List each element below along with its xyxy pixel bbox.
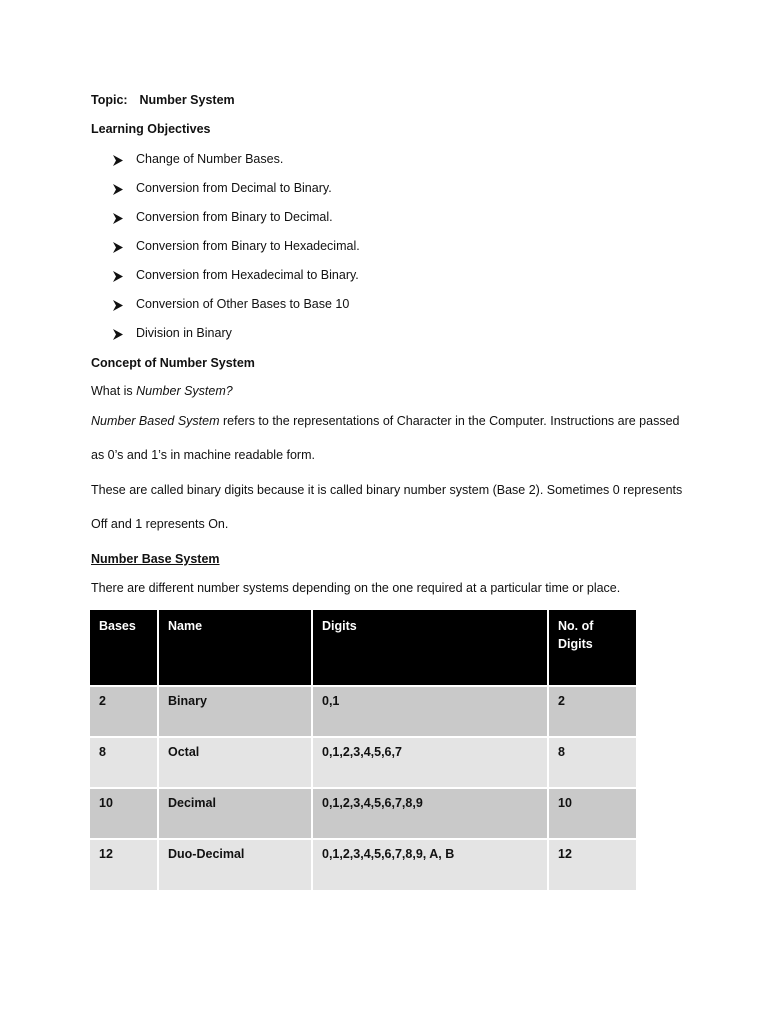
header-no-of-digits: No. of Digits (548, 610, 636, 686)
question-term: Number System? (136, 384, 233, 398)
cell-name: Octal (158, 737, 312, 788)
list-item-text: Conversion from Decimal to Binary. (136, 181, 332, 195)
table-row (90, 788, 636, 839)
arrowhead-bullet-icon (113, 271, 123, 282)
cell-count: 12 (548, 839, 636, 891)
cell-digits: 0,1,2,3,4,5,6,7,8,9, A, B (312, 839, 548, 891)
arrowhead-bullet-icon (113, 184, 123, 195)
binary-line-2: Off and 1 represents On. (91, 517, 229, 531)
definition-line (91, 414, 680, 428)
cell-digits: 0,1,2,3,4,5,6,7 (312, 737, 548, 788)
cell-digits: 0,1 (312, 686, 548, 737)
cell-name: Decimal (158, 788, 312, 839)
concept-heading: Concept of Number System (91, 356, 255, 370)
table-row (90, 737, 636, 788)
number-bases-table (90, 610, 636, 892)
definition-term: Number Based System (91, 414, 220, 428)
cell-base: 8 (90, 737, 158, 788)
cell-name: Duo-Decimal (158, 839, 312, 891)
arrowhead-bullet-icon (113, 300, 123, 311)
table-row (90, 686, 636, 737)
list-item-text: Conversion from Binary to Hexadecimal. (136, 239, 360, 253)
arrowhead-bullet-icon (113, 213, 123, 224)
list-item-text: Division in Binary (136, 326, 232, 340)
cell-base: 12 (90, 839, 158, 891)
arrowhead-bullet-icon (113, 242, 123, 253)
header-digits: Digits (312, 610, 548, 686)
arrowhead-bullet-icon (113, 329, 123, 340)
table-row (90, 839, 636, 891)
list-item-text: Conversion from Binary to Decimal. (136, 210, 333, 224)
topic-value: Number System (139, 93, 235, 107)
question-line (91, 384, 233, 398)
definition-line-2: as 0’s and 1’s in machine readable form. (91, 448, 315, 462)
cell-count: 10 (548, 788, 636, 839)
table-header-row (90, 610, 636, 686)
topic-label: Topic: (91, 93, 128, 107)
base-system-intro: There are different number systems depending on the one required at a particular time or place. (91, 581, 621, 595)
topic-line (91, 93, 235, 107)
header-name: Name (158, 610, 312, 686)
cell-name: Binary (158, 686, 312, 737)
binary-line-1: These are called binary digits because it is called binary number system (Base 2). Sometimes 0 represents (91, 483, 683, 497)
definition-text: refers to the representations of Character in the Computer. Instructions are passed (219, 414, 680, 428)
list-item-text: Change of Number Bases. (136, 152, 284, 166)
cell-base: 2 (90, 686, 158, 737)
arrowhead-bullet-icon (113, 155, 123, 166)
list-item-text: Conversion from Hexadecimal to Binary. (136, 268, 359, 282)
base-system-heading: Number Base System (91, 552, 220, 566)
objectives-heading: Learning Objectives (91, 122, 211, 136)
question-prefix: What is (91, 384, 137, 398)
list-item-text: Conversion of Other Bases to Base 10 (136, 297, 350, 311)
cell-count: 8 (548, 737, 636, 788)
header-bases: Bases (90, 610, 158, 686)
cell-count: 2 (548, 686, 636, 737)
cell-base: 10 (90, 788, 158, 839)
cell-digits: 0,1,2,3,4,5,6,7,8,9 (312, 788, 548, 839)
